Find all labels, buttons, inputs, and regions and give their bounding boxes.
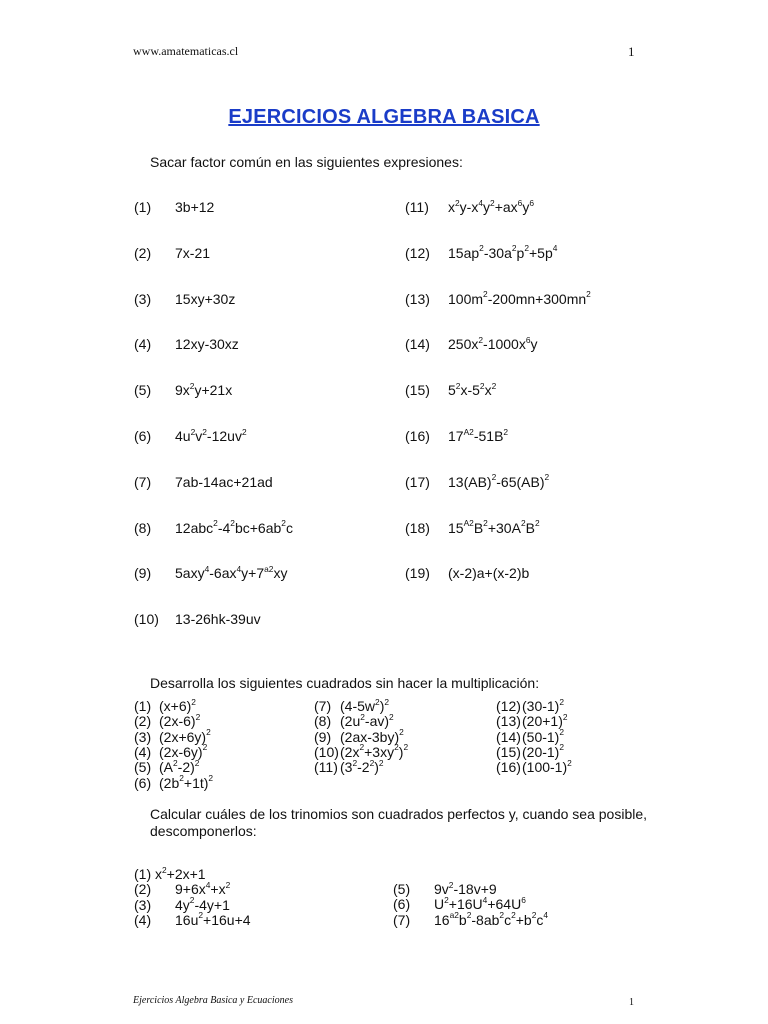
factor-exercise-expression: $17^{A2}-51B^2$ [448,426,509,444]
factor-exercise-number: (19) [405,565,430,582]
square-exercise-expression: $(2x^2+3xy^2)^2$ [340,742,409,760]
factor-exercise-number: (6) [134,428,152,444]
factor-exercise-number: (11) [405,199,429,215]
square-exercise-number: (10) [314,743,339,760]
factor-exercise-expression: $9x^2y+21x$ [175,380,233,399]
factor-exercise-expression: $250x^2-1000x^6y$ [448,334,538,353]
square-exercise-expression: $(2x-6y)^2$ [159,742,208,760]
square-exercise-number: (8) [314,713,332,730]
header-site: www.amatematicas.cl [133,44,239,58]
header-page-number: 1 [628,44,635,59]
square-exercise-number: (13) [496,713,521,730]
square-exercise-number: (3) [134,728,152,745]
factor-exercise-expression: $5axy^4-6ax^4y+7^{a2}xy$ [175,563,288,582]
square-exercise-expression: $(4-5w^2)^2$ [340,696,390,714]
square-exercise-expression: $(A^2-2)^2$ [159,757,200,776]
factor-exercise-expression: 12xy-30xz [175,336,239,353]
trinomial-exercise-expression: $16^{a2}b^2-8ab^2c^2+b^2c^4$ [434,910,549,928]
trinomial-exercise-number: (7) [393,911,411,928]
factor-exercise-number: (17) [405,473,430,490]
square-exercise-number: (14) [496,728,521,745]
factor-exercise-number: (12) [405,244,430,261]
square-exercise-expression: $(50-1)^2$ [522,727,565,745]
trinomial-exercise-number: (4) [134,911,152,928]
trinomial-exercise-number: (2) [134,881,152,898]
factor-exercise-expression: $x^2y-x^4y^2+ax^6y^6$ [448,197,534,215]
factor-exercise-number: (13) [405,290,430,307]
factor-exercise-number: (8) [134,519,152,536]
trinomial-exercise-expression: $16u^2+16u+4$ [175,910,251,928]
section1-instruction: Sacar factor común en las siguientes expresiones: [150,154,463,170]
trinomial-exercise-number: (3) [134,896,152,913]
factor-exercise-expression: 13(AB)$^2$-65(AB)$^2$ [448,472,550,490]
square-exercise-expression: $(100-1)^2$ [522,757,572,776]
factor-exercise-number: (16) [405,428,430,444]
trinomial-exercise-expression: $x^2+2x+1$ [155,864,206,882]
factor-exercise-number: (4) [134,336,152,353]
factor-exercise-expression: $12abc^2-4^2bc+6ab^2c$ [175,518,293,536]
section2-instruction: Desarrolla los siguientes cuadrados sin hacer la multiplicación: [150,675,540,691]
trinomial-exercise-number: (5) [393,881,411,897]
factor-exercise-number: (15) [405,382,430,399]
factor-exercise-number: (10) [134,611,159,628]
square-exercise-expression: $(2u^2-av)^2$ [340,711,394,730]
factor-exercise-expression: (x-2)a+(x-2)b [448,565,530,582]
factor-exercise-number: (3) [134,290,152,307]
square-exercise-expression: $(2b^2+1t)^2$ [159,773,214,791]
square-exercise-number: (11) [314,759,338,776]
factor-exercise-expression: 15xy+30z [175,290,236,307]
footer-page-number: 1 [629,997,634,1008]
factor-exercise-number: (9) [134,565,152,582]
square-exercise-expression: $(3^2-2^2)^2$ [340,757,384,776]
factor-exercise-number: (14) [405,336,430,353]
footer-text: Ejercicios Algebra Basica y Ecuaciones [133,995,293,1006]
factor-exercise-expression: $15^{A2}B^2+30A^2B^2$ [448,518,540,536]
factor-exercise-expression: 13-26hk-39uv [175,611,261,628]
page-title: EJERCICIOS ALGEBRA BASICA [228,106,540,128]
square-exercise-expression: $(20+1)^2$ [522,711,568,730]
trinomial-exercise-expression: $U^2+16U^4+64U^6$ [434,894,526,913]
factor-exercise-expression: $100m^2-200mn+300mn^2$ [448,289,591,307]
square-exercise-expression: $(x+6)^2$ [159,696,196,714]
square-exercise-number: (7) [314,698,332,714]
square-exercise-number: (6) [134,774,152,791]
square-exercise-number: (2) [134,713,152,730]
factor-exercise-number: (2) [134,244,152,261]
factor-exercise-number: (7) [134,473,152,490]
factor-exercise-expression: 3b+12 [175,199,215,215]
factor-exercise-expression: 7ab-14ac+21ad [175,473,273,490]
square-exercise-expression: $(20-1)^2$ [522,742,565,760]
square-exercise-expression: $(2x-6)^2$ [159,711,201,730]
section3-instruction-line1: Calcular cuáles de los trinomios son cuadrados perfectos y, cuando sea posible, [150,806,648,822]
factor-exercise-number: (1) [134,199,152,215]
square-exercise-number: (12) [496,698,521,714]
factor-exercise-number: (18) [405,519,430,536]
square-exercise-number: (5) [134,759,152,776]
factor-exercise-expression: $5^2x-5^2x^2$ [448,380,497,399]
square-exercise-expression: $(2ax-3by)^2$ [340,727,404,745]
factor-exercise-expression: $15ap^2-30a^2p^2+5p^4$ [448,243,558,261]
square-exercise-number: (9) [314,728,332,745]
factor-exercise-number: (5) [134,382,152,399]
trinomial-exercise-number: (6) [393,896,411,913]
trinomial-exercise-expression: $9+6x^4+x^2$ [175,879,231,898]
square-exercise-number: (16) [496,759,521,776]
trinomial-exercise-expression: $4y^2-4y+1$ [175,895,230,913]
trinomial-exercise-number: (1) [134,866,152,882]
trinomial-exercise-expression: $9v^2-18v+9$ [434,879,497,897]
square-exercise-expression: $(30-1)^2$ [522,696,565,714]
factor-exercise-expression: $4u^2v^2-12uv^2$ [175,426,247,444]
factor-exercise-expression: 7x-21 [175,244,211,261]
square-exercise-number: (15) [496,743,521,760]
square-exercise-number: (1) [134,698,152,714]
square-exercise-expression: $(2x+6y)^2$ [159,727,211,745]
square-exercise-number: (4) [134,743,152,760]
section3-instruction-line2: descomponerlos: [150,823,257,839]
